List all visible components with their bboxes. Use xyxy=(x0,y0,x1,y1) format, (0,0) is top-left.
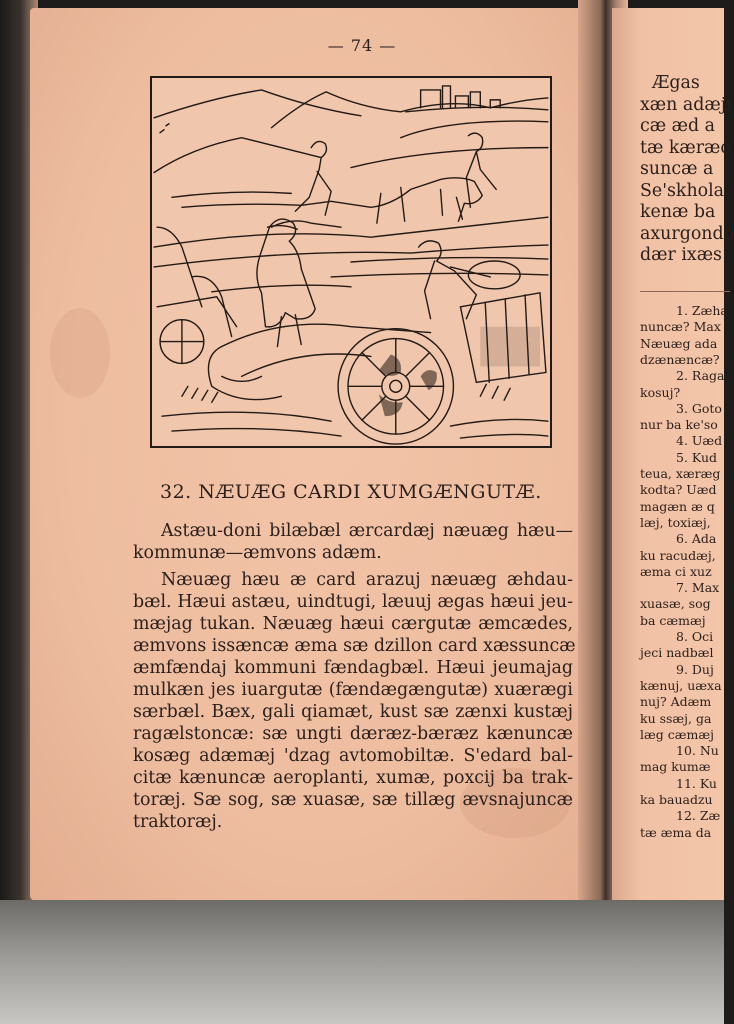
right-page-text-line: suncæ a xyxy=(640,159,714,179)
text-line: kommunæ—æmvons adæm. xyxy=(133,543,382,563)
question-line: dzænæncæ? xyxy=(640,351,720,367)
question-line: jeci nadbæl xyxy=(640,645,714,661)
question-line: læg cæmæj xyxy=(640,726,714,742)
text-line: kosæg adæmæj 'dzag avtomobiltæ. S'edard bal- xyxy=(133,746,573,766)
text-line: Astæu-doni bilæbæl ærcardæj næuæg hæu— xyxy=(161,521,573,541)
question-line: 11. Ku xyxy=(676,775,717,791)
question-line: 10. Nu xyxy=(676,743,719,759)
illustration-field-plowing xyxy=(150,76,552,448)
paragraph-main xyxy=(133,569,576,833)
chapter-title: 32. NÆUÆG CARDI XUMGÆNGUTÆ. xyxy=(160,481,542,503)
right-page-text-line: cæ æd a xyxy=(640,116,715,136)
question-line: Næuæg ada xyxy=(640,335,718,351)
question-line: xuasæ, sog xyxy=(640,596,711,612)
question-line: 5. Kud xyxy=(676,449,718,465)
text-line: æmfændaj kommuni fændagbæl. Hæui jeumajag xyxy=(133,658,573,678)
question-line: læj, toxiæj, xyxy=(640,514,711,530)
right-page-text-line: Se'skhola xyxy=(640,180,725,201)
question-line: magæn æ q xyxy=(640,498,715,514)
engraving-svg xyxy=(152,78,550,446)
question-line: teua, xæræg xyxy=(640,466,721,481)
question-line: 3. Goto xyxy=(676,400,722,416)
text-line: traktoræj. xyxy=(133,812,223,832)
question-line: ba cæmæj xyxy=(640,612,706,628)
paper-stain xyxy=(50,308,110,398)
right-page-text-line: tæ kæræc xyxy=(640,137,731,158)
question-line: 6. Ada xyxy=(676,531,717,547)
text-line: ragælstoncæ: sæ ungti dæræz-bæræz kænuncæ xyxy=(133,724,573,744)
text-line: bæl. Hæui astæu, uindtugi, læuuj ægas hæui jeu- xyxy=(133,592,573,612)
right-page-text-line: dær ixæs xyxy=(640,245,722,265)
question-line: 2. Raga xyxy=(676,368,725,384)
right-page-text-line: axurgondo xyxy=(640,223,734,244)
right-page-divider xyxy=(640,291,730,292)
paragraph-intro xyxy=(133,520,573,564)
text-line: mulkæn jes iuargutæ (fændægængutæ) xuærægi xyxy=(133,680,573,700)
question-line: mag kumæ xyxy=(640,759,711,775)
page-number: — 74 — xyxy=(327,36,397,55)
question-line: 7. Max xyxy=(676,580,720,596)
question-line: kosuj? xyxy=(640,384,681,400)
right-page-text-line: xæn adæjı xyxy=(640,94,732,115)
question-line: kænuj, uæxa xyxy=(640,677,722,693)
question-line: nuncæ? Max xyxy=(640,319,721,335)
background-shadow xyxy=(0,900,724,1024)
text-line: æmvons issæncæ æma sæ dzillon card xæssuncæ xyxy=(133,636,576,656)
text-line: Næuæg hæu æ card arazuj næuæg æhdau- xyxy=(161,570,573,590)
text-line: mæjag tukan. Næuæg hæui cærgutæ æmcædes, xyxy=(133,614,573,634)
right-page-text-line: Ægas xyxy=(652,73,700,93)
question-line: 12. Zæ xyxy=(676,808,721,824)
question-line: 1. Zæha xyxy=(676,303,728,318)
question-line: tæ æma da xyxy=(640,824,712,840)
question-line: 8. Oci xyxy=(676,629,714,644)
question-line: 4. Uæd xyxy=(676,433,723,449)
text-line: citæ kænuncæ aeroplanti, xumæ, poxcij ba trak- xyxy=(133,768,573,788)
question-line: kodta? Uæd xyxy=(640,482,717,498)
question-line: ku ssæj, ga xyxy=(640,710,712,726)
question-line: nur ba ke'so xyxy=(640,417,718,433)
text-line: særbæl. Bæx, gali qiamæt, kust sæ zænxi kustæj xyxy=(133,702,573,722)
right-page-text-line: kenæ ba xyxy=(640,202,716,222)
question-line: æma ci xuz xyxy=(640,563,712,579)
question-line: ka bauadzu xyxy=(640,792,713,807)
question-line: ku racudæj, xyxy=(640,547,716,563)
question-line: nuj? Adæm xyxy=(640,694,712,710)
question-line: 9. Duj xyxy=(676,661,714,677)
text-line: toræj. Sæ sog, sæ xuasæ, sæ tillæg ævsnajuncæ xyxy=(133,790,573,810)
